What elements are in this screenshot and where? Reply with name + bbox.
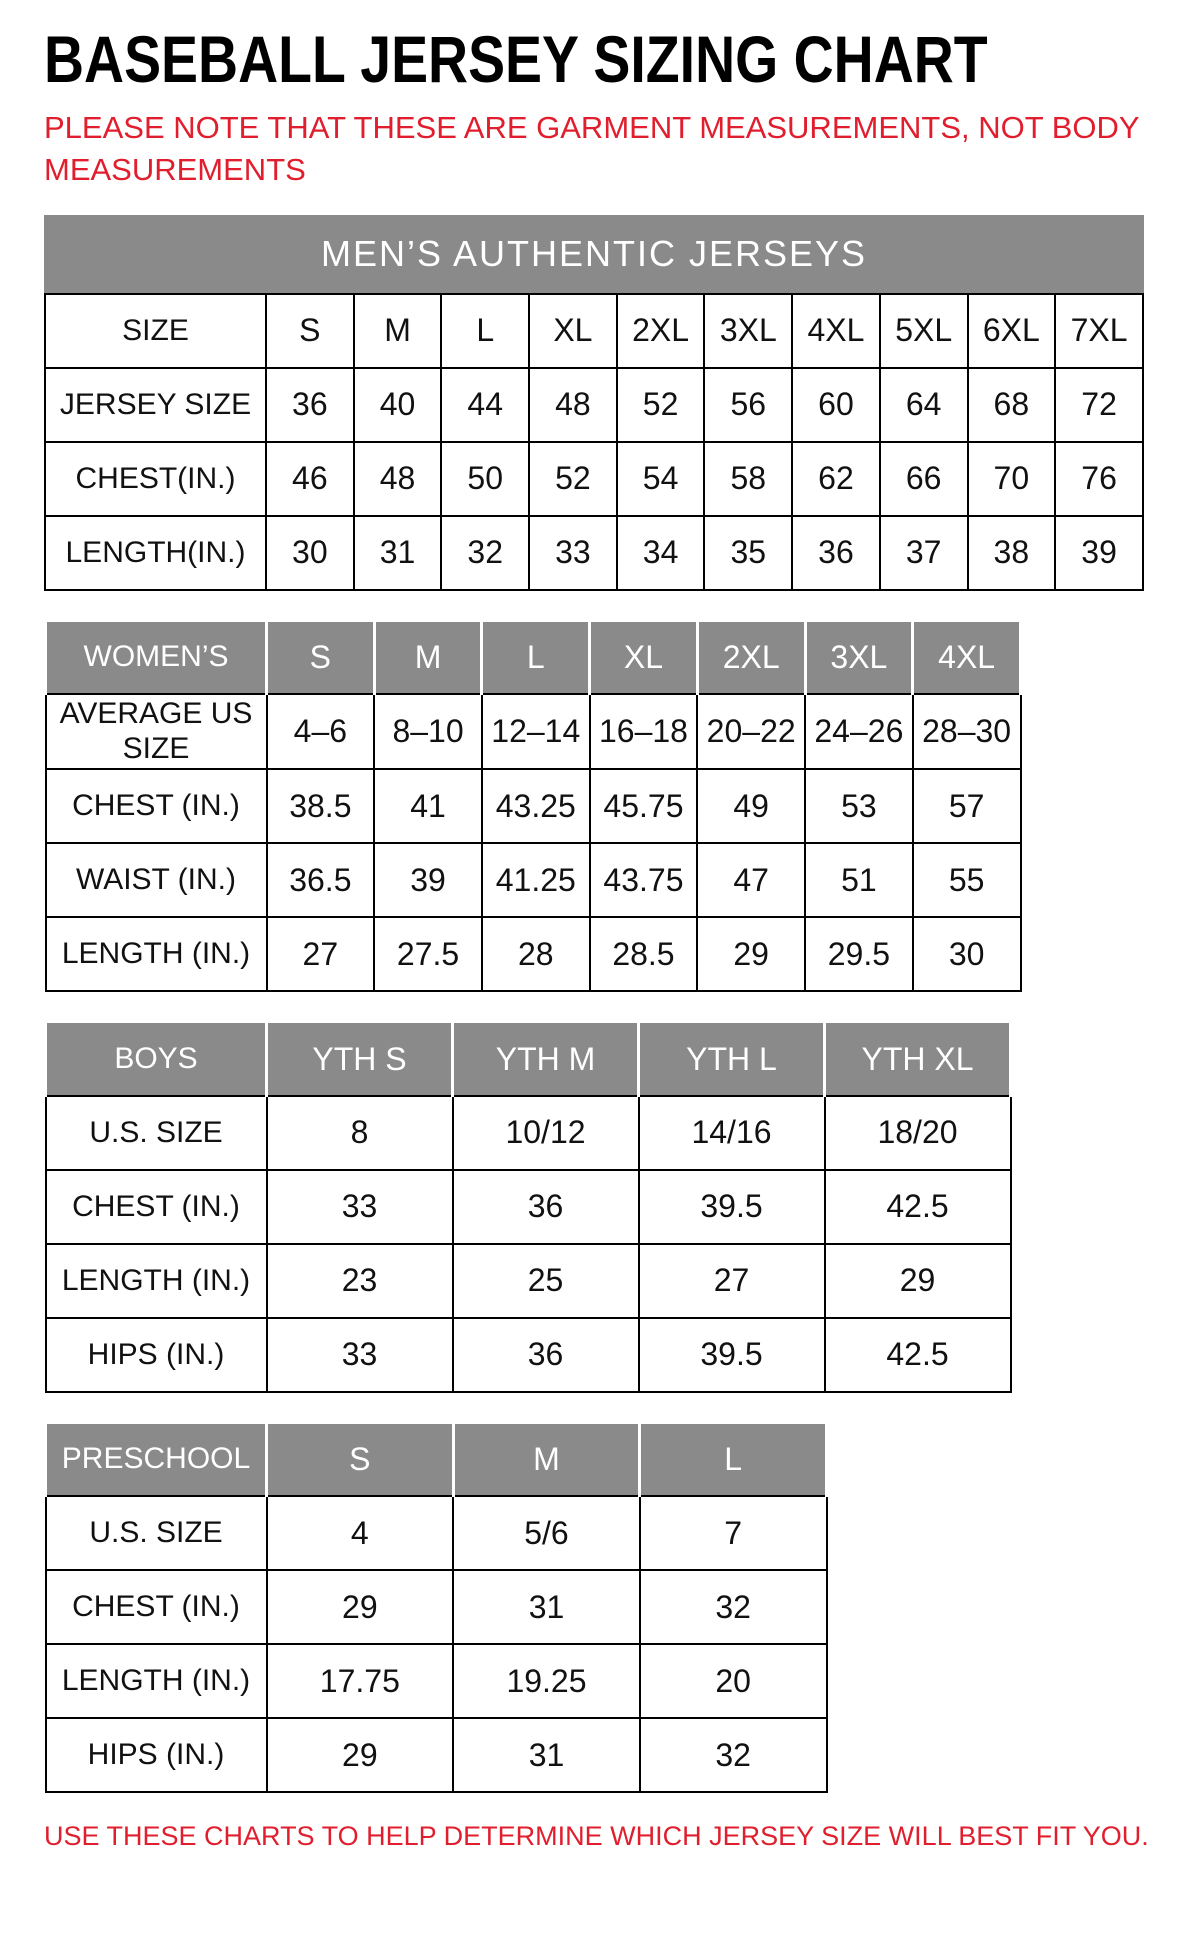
value-cell: 46 (266, 442, 354, 516)
value-cell: 30 (913, 917, 1021, 991)
value-cell: 4–6 (267, 694, 375, 769)
column-header: 5XL (880, 294, 968, 368)
value-cell: 25 (453, 1244, 639, 1318)
table-row (46, 1570, 827, 1644)
table-row (46, 694, 1021, 769)
column-header: 2XL (617, 294, 705, 368)
value-cell: 38.5 (267, 769, 375, 843)
column-header: YTH M (453, 1022, 639, 1096)
column-header: YTH S (267, 1022, 453, 1096)
preschool-jerseys-table-section (44, 1421, 1164, 1794)
value-cell: 43.25 (482, 769, 590, 843)
column-header: XL (529, 294, 617, 368)
column-header: 2XL (697, 620, 805, 694)
table-row (46, 1644, 827, 1718)
mens-jerseys-table-section (44, 215, 1164, 591)
value-cell: 5/6 (453, 1496, 640, 1570)
value-cell: 55 (913, 843, 1021, 917)
size-table (44, 619, 1022, 993)
value-cell: 39.5 (639, 1318, 825, 1392)
header-row (45, 294, 1143, 368)
boys-jerseys-table-host (44, 1020, 1164, 1393)
column-header: S (267, 1422, 454, 1496)
column-header: YTH XL (825, 1022, 1011, 1096)
value-cell: 39.5 (639, 1170, 825, 1244)
size-table (44, 1020, 1012, 1393)
value-cell: 35 (704, 516, 792, 590)
value-cell: 17.75 (267, 1644, 454, 1718)
table-row (46, 1096, 1011, 1170)
value-cell: 10/12 (453, 1096, 639, 1170)
value-cell: 51 (805, 843, 913, 917)
size-table (44, 293, 1144, 591)
value-cell: 50 (441, 442, 529, 516)
mens-jerseys-table-host (44, 293, 1164, 591)
value-cell: 32 (441, 516, 529, 590)
table-row (46, 1496, 827, 1570)
column-header: L (640, 1422, 827, 1496)
table-row (46, 1718, 827, 1792)
row-label: HIPS (IN.) (46, 1718, 267, 1792)
value-cell: 29.5 (805, 917, 913, 991)
value-cell: 34 (617, 516, 705, 590)
value-cell: 42.5 (825, 1318, 1011, 1392)
page-title: BASEBALL JERSEY SIZING CHART (44, 22, 988, 96)
value-cell: 33 (529, 516, 617, 590)
womens-jerseys-table-host (44, 619, 1164, 993)
table-title-cell: WOMEN’S (46, 620, 267, 694)
value-cell: 20 (640, 1644, 827, 1718)
value-cell: 76 (1055, 442, 1143, 516)
column-header: L (441, 294, 529, 368)
value-cell: 43.75 (590, 843, 698, 917)
column-header: 3XL (805, 620, 913, 694)
value-cell: 36 (792, 516, 880, 590)
value-cell: 20–22 (697, 694, 805, 769)
table-title-cell: SIZE (45, 294, 266, 368)
column-header: L (482, 620, 590, 694)
column-header: S (267, 620, 375, 694)
value-cell: 62 (792, 442, 880, 516)
garment-measurements-note: PLEASE NOTE THAT THESE ARE GARMENT MEASUREMENTS, NOT BODY MEASUREMENTS (44, 110, 1140, 188)
table-row (46, 917, 1021, 991)
value-cell: 68 (968, 368, 1056, 442)
value-cell: 31 (354, 516, 442, 590)
row-label: CHEST (IN.) (46, 1570, 267, 1644)
column-header: S (266, 294, 354, 368)
row-label: WAIST (IN.) (46, 843, 267, 917)
column-header: 6XL (968, 294, 1056, 368)
value-cell: 27 (639, 1244, 825, 1318)
value-cell: 44 (441, 368, 529, 442)
value-cell: 19.25 (453, 1644, 640, 1718)
value-cell: 49 (697, 769, 805, 843)
value-cell: 28.5 (590, 917, 698, 991)
table-row (46, 843, 1021, 917)
column-header: 4XL (913, 620, 1021, 694)
size-table (44, 1421, 828, 1794)
value-cell: 8 (267, 1096, 453, 1170)
value-cell: 31 (453, 1718, 640, 1792)
value-cell: 39 (374, 843, 482, 917)
value-cell: 57 (913, 769, 1021, 843)
value-cell: 24–26 (805, 694, 913, 769)
value-cell: 37 (880, 516, 968, 590)
value-cell: 12–14 (482, 694, 590, 769)
table-title-cell: BOYS (46, 1022, 267, 1096)
column-header: YTH L (639, 1022, 825, 1096)
value-cell: 53 (805, 769, 913, 843)
value-cell: 39 (1055, 516, 1143, 590)
value-cell: 52 (617, 368, 705, 442)
row-label: CHEST(IN.) (45, 442, 266, 516)
row-label: CHEST (IN.) (46, 769, 267, 843)
value-cell: 60 (792, 368, 880, 442)
value-cell: 56 (704, 368, 792, 442)
value-cell: 28–30 (913, 694, 1021, 769)
value-cell: 42.5 (825, 1170, 1011, 1244)
value-cell: 48 (529, 368, 617, 442)
table-row (46, 1170, 1011, 1244)
preschool-jerseys-table-host (44, 1421, 1164, 1794)
header-row (46, 1022, 1011, 1096)
value-cell: 41.25 (482, 843, 590, 917)
value-cell: 58 (704, 442, 792, 516)
row-label: U.S. SIZE (46, 1096, 267, 1170)
value-cell: 66 (880, 442, 968, 516)
value-cell: 45.75 (590, 769, 698, 843)
value-cell: 47 (697, 843, 805, 917)
value-cell: 16–18 (590, 694, 698, 769)
value-cell: 33 (267, 1318, 453, 1392)
value-cell: 41 (374, 769, 482, 843)
value-cell: 4 (267, 1496, 454, 1570)
value-cell: 29 (697, 917, 805, 991)
value-cell: 36 (453, 1170, 639, 1244)
table-row (45, 442, 1143, 516)
fit-advice-footer: USE THESE CHARTS TO HELP DETERMINE WHICH JERSEY SIZE WILL BEST FIT YOU. (44, 1821, 1149, 1852)
value-cell: 33 (267, 1170, 453, 1244)
table-title-cell: PRESCHOOL (46, 1422, 267, 1496)
row-label: LENGTH (IN.) (46, 1244, 267, 1318)
column-header: 4XL (792, 294, 880, 368)
value-cell: 27 (267, 917, 375, 991)
table-row (46, 1244, 1011, 1318)
value-cell: 72 (1055, 368, 1143, 442)
table-row (46, 769, 1021, 843)
row-label: CHEST (IN.) (46, 1170, 267, 1244)
column-header: M (354, 294, 442, 368)
table-row (46, 1318, 1011, 1392)
boys-jerseys-table-section (44, 1020, 1164, 1393)
value-cell: 18/20 (825, 1096, 1011, 1170)
value-cell: 8–10 (374, 694, 482, 769)
row-label: JERSEY SIZE (45, 368, 266, 442)
row-label: AVERAGE US SIZE (46, 694, 267, 769)
value-cell: 40 (354, 368, 442, 442)
value-cell: 31 (453, 1570, 640, 1644)
value-cell: 29 (267, 1570, 454, 1644)
value-cell: 29 (267, 1718, 454, 1792)
value-cell: 36.5 (267, 843, 375, 917)
column-header: M (453, 1422, 640, 1496)
value-cell: 14/16 (639, 1096, 825, 1170)
column-header: XL (590, 620, 698, 694)
table-row (45, 516, 1143, 590)
row-label: U.S. SIZE (46, 1496, 267, 1570)
header-row (46, 1422, 827, 1496)
value-cell: 54 (617, 442, 705, 516)
value-cell: 7 (640, 1496, 827, 1570)
value-cell: 38 (968, 516, 1056, 590)
value-cell: 48 (354, 442, 442, 516)
value-cell: 29 (825, 1244, 1011, 1318)
row-label: HIPS (IN.) (46, 1318, 267, 1392)
header-row (46, 620, 1021, 694)
mens-table-title-banner: MEN’S AUTHENTIC JERSEYS (44, 215, 1144, 293)
row-label: LENGTH (IN.) (46, 1644, 267, 1718)
row-label: LENGTH (IN.) (46, 917, 267, 991)
value-cell: 32 (640, 1718, 827, 1792)
column-header: 7XL (1055, 294, 1143, 368)
value-cell: 52 (529, 442, 617, 516)
value-cell: 27.5 (374, 917, 482, 991)
value-cell: 32 (640, 1570, 827, 1644)
womens-jerseys-table-section (44, 619, 1164, 993)
value-cell: 36 (266, 368, 354, 442)
column-header: 3XL (704, 294, 792, 368)
value-cell: 36 (453, 1318, 639, 1392)
value-cell: 70 (968, 442, 1056, 516)
value-cell: 64 (880, 368, 968, 442)
row-label: LENGTH(IN.) (45, 516, 266, 590)
column-header: M (374, 620, 482, 694)
table-row (45, 368, 1143, 442)
value-cell: 30 (266, 516, 354, 590)
value-cell: 23 (267, 1244, 453, 1318)
value-cell: 28 (482, 917, 590, 991)
